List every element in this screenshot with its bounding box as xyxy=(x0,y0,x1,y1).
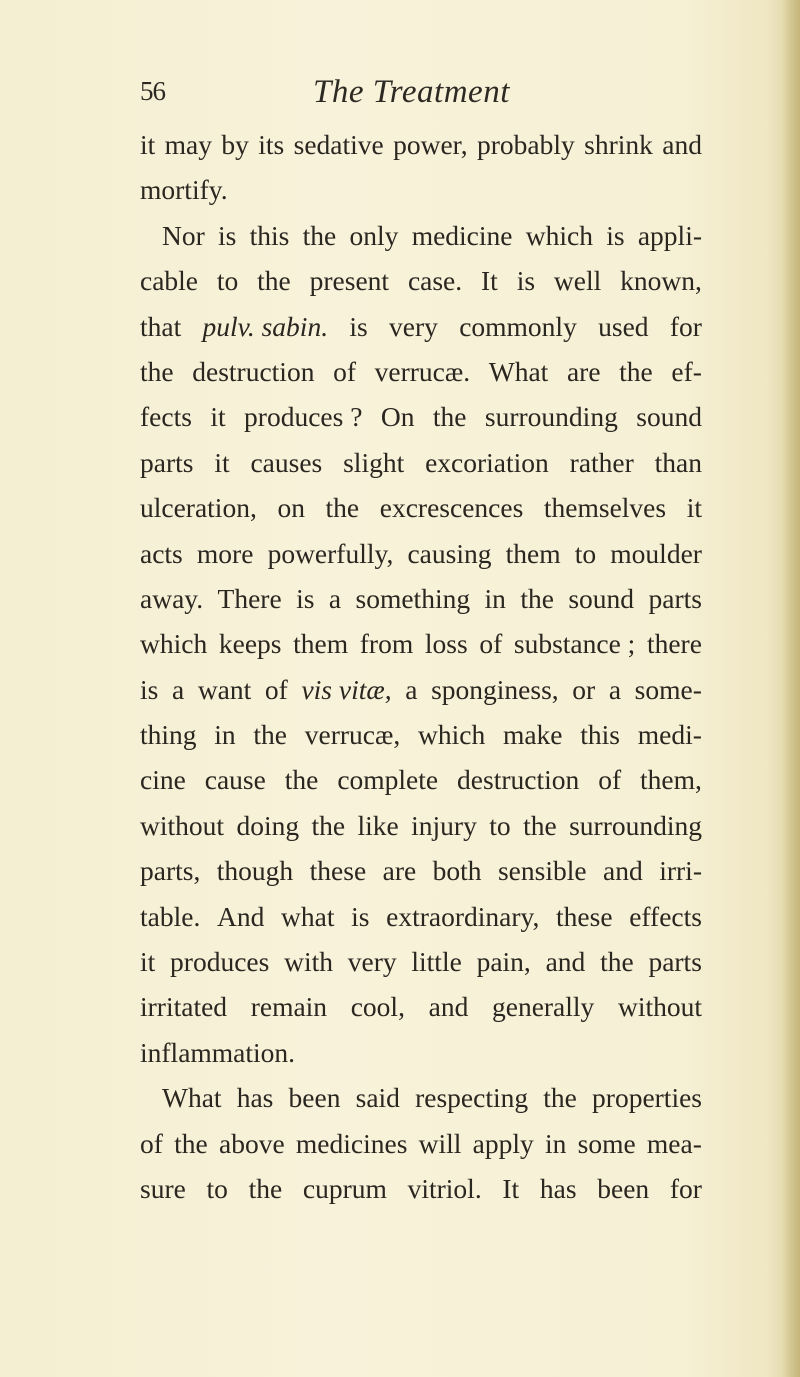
word: to xyxy=(574,537,597,569)
word: very xyxy=(389,310,438,342)
word: a xyxy=(328,582,342,614)
word: the xyxy=(600,946,634,978)
word: will xyxy=(418,1127,462,1159)
word: which xyxy=(417,719,486,751)
word: ulceration, xyxy=(140,492,257,524)
word: of xyxy=(333,355,357,387)
word: it xyxy=(140,946,156,978)
word: the xyxy=(174,1127,208,1159)
word: that xyxy=(140,310,182,342)
word: the xyxy=(302,219,337,251)
word: some xyxy=(577,1127,636,1159)
word: pulv. sabin. xyxy=(202,310,329,342)
word: the xyxy=(520,582,554,614)
word: this xyxy=(249,219,290,251)
word: on xyxy=(277,492,305,524)
word: cause xyxy=(204,764,266,796)
word: from xyxy=(359,628,414,660)
text-line xyxy=(140,1030,702,1075)
word: acts xyxy=(140,537,183,569)
word: with xyxy=(284,946,333,978)
page-header xyxy=(0,74,800,118)
word: sedative xyxy=(293,129,384,160)
word: table. xyxy=(140,900,201,932)
text-line xyxy=(140,712,702,757)
word: sound xyxy=(568,582,635,614)
word: remain xyxy=(250,991,328,1023)
word: without xyxy=(617,991,702,1023)
word: is xyxy=(606,219,625,251)
word: inflammation. xyxy=(140,1036,296,1068)
word: of xyxy=(140,1127,163,1159)
word: slight xyxy=(343,446,405,478)
word: very xyxy=(347,946,397,978)
text-line xyxy=(140,258,702,303)
word: which xyxy=(140,628,208,660)
word: produces xyxy=(170,946,270,978)
word: present xyxy=(309,265,390,297)
word: And xyxy=(216,900,265,932)
word: mortify. xyxy=(140,174,228,206)
word: which xyxy=(525,219,593,251)
text-line xyxy=(140,1121,702,1166)
word: is xyxy=(218,219,237,251)
word: for xyxy=(669,310,702,342)
word: effects xyxy=(629,900,702,932)
word: sound xyxy=(636,401,702,433)
word: away. xyxy=(140,582,204,614)
word: in xyxy=(214,719,236,751)
word: generally xyxy=(491,991,595,1023)
word: to xyxy=(489,809,511,841)
word: medi- xyxy=(637,719,702,751)
word: the xyxy=(432,401,467,433)
word: may xyxy=(164,129,213,160)
word: is xyxy=(516,265,536,297)
word: to xyxy=(216,265,239,297)
word: shrink xyxy=(584,129,653,160)
word: surrounding xyxy=(484,401,618,433)
word: for xyxy=(669,1172,702,1204)
word: there xyxy=(646,628,702,660)
word: power, xyxy=(393,129,468,160)
word: of xyxy=(479,628,503,660)
word: is xyxy=(349,310,368,342)
word: It xyxy=(481,265,498,297)
word: There xyxy=(217,582,282,614)
word: its xyxy=(258,129,285,160)
word: sponginess, xyxy=(431,673,559,705)
word: destruction xyxy=(192,355,315,387)
word: surrounding xyxy=(569,809,702,841)
word: above xyxy=(219,1127,285,1159)
word: injury xyxy=(411,809,477,841)
word: cuprum xyxy=(302,1172,387,1204)
word: ef- xyxy=(671,355,702,387)
word: case. xyxy=(407,265,463,297)
text-line xyxy=(140,349,702,394)
text-line xyxy=(140,939,702,984)
word: and xyxy=(545,946,586,978)
word: a xyxy=(405,673,418,705)
word: probably xyxy=(476,129,575,160)
word: it xyxy=(140,129,156,160)
word: than xyxy=(654,446,702,478)
word: this xyxy=(580,719,620,751)
word: them, xyxy=(640,764,702,796)
word: little xyxy=(411,946,462,978)
text-line xyxy=(140,304,702,349)
word: something xyxy=(355,582,471,614)
word: What xyxy=(162,1082,222,1114)
word: the xyxy=(253,719,288,751)
word: has xyxy=(539,1172,577,1204)
word: appli- xyxy=(637,219,702,251)
word: loss xyxy=(424,628,468,660)
text-line xyxy=(140,667,702,712)
word: thing xyxy=(140,719,197,751)
word: verrucæ. xyxy=(374,355,471,387)
word: powerfully, xyxy=(267,537,394,569)
word: vitriol. xyxy=(407,1172,482,1204)
word: has xyxy=(236,1082,274,1114)
word: excrescences xyxy=(379,492,524,524)
word: them xyxy=(293,628,349,660)
text-line xyxy=(140,122,702,167)
word: What xyxy=(488,355,549,387)
word: some- xyxy=(634,673,702,705)
text-line xyxy=(140,621,702,666)
text-line xyxy=(140,394,702,439)
word: is xyxy=(351,900,370,932)
word: without xyxy=(140,809,225,841)
word: parts xyxy=(648,946,702,978)
word: these xyxy=(556,900,613,932)
word: causing xyxy=(407,537,492,569)
word: a xyxy=(608,673,622,705)
body-text xyxy=(140,122,702,1211)
word: substance ; xyxy=(513,628,636,660)
word: been xyxy=(288,1082,341,1114)
word: the xyxy=(619,355,653,387)
word: or xyxy=(572,673,596,705)
word: make xyxy=(502,719,563,751)
word: cable xyxy=(140,265,199,297)
word: a xyxy=(171,673,185,705)
page-number: 56 xyxy=(140,76,165,106)
text-line xyxy=(140,485,702,530)
running-head: The Treatment xyxy=(313,74,510,110)
text-line xyxy=(140,167,702,212)
word: medicine xyxy=(411,219,513,251)
word: though xyxy=(216,855,294,887)
word: themselves xyxy=(543,492,667,524)
word: the xyxy=(523,809,557,841)
word: irritated xyxy=(140,991,228,1023)
word: more xyxy=(196,537,254,569)
word: verrucæ, xyxy=(304,719,401,751)
word: both xyxy=(432,855,482,887)
word: irri- xyxy=(659,855,702,887)
word: it xyxy=(210,401,226,433)
word: of xyxy=(264,673,288,705)
word: On xyxy=(380,401,415,433)
word: complete xyxy=(337,764,439,796)
word: are xyxy=(382,855,417,887)
word: in xyxy=(484,582,506,614)
word: parts, xyxy=(140,855,201,887)
word: produces ? xyxy=(244,401,363,433)
word: well xyxy=(553,265,602,297)
text-line xyxy=(140,531,702,576)
word: them xyxy=(505,537,561,569)
word: want xyxy=(197,673,252,705)
word: keeps xyxy=(218,628,282,660)
text-line xyxy=(140,1075,702,1120)
word: cool, xyxy=(350,991,405,1023)
word: the xyxy=(311,809,346,841)
word: is xyxy=(296,582,315,614)
word: the xyxy=(257,265,291,297)
word: properties xyxy=(592,1082,702,1114)
word: to xyxy=(206,1172,228,1204)
word: what xyxy=(281,900,335,932)
word: said xyxy=(355,1082,400,1114)
word: medicines xyxy=(295,1127,408,1159)
word: sensible xyxy=(497,855,587,887)
word: apply xyxy=(472,1127,534,1159)
word: sure xyxy=(140,1172,186,1204)
word: by xyxy=(221,129,249,160)
word: been xyxy=(597,1172,650,1204)
text-line xyxy=(140,848,702,893)
word: only xyxy=(349,219,399,251)
page-edge-shadow xyxy=(782,0,800,1377)
text-line xyxy=(140,1166,702,1211)
word: parts xyxy=(648,582,702,614)
text-line xyxy=(140,984,702,1029)
word: the xyxy=(325,492,360,524)
word: Nor xyxy=(162,219,205,251)
text-line xyxy=(140,576,702,621)
word: is xyxy=(140,673,159,705)
word: the xyxy=(140,355,174,387)
word: vis vitæ, xyxy=(301,673,392,705)
word: extraordinary, xyxy=(386,900,540,932)
word: and xyxy=(428,991,469,1023)
word: of xyxy=(598,764,622,796)
word: parts xyxy=(140,446,194,478)
text-line xyxy=(140,440,702,485)
word: doing xyxy=(236,809,300,841)
word: and xyxy=(662,129,702,160)
word: the xyxy=(543,1082,577,1114)
word: it xyxy=(686,492,702,524)
word: the xyxy=(248,1172,283,1204)
word: like xyxy=(357,809,399,841)
word: fects xyxy=(140,401,192,433)
word: destruction xyxy=(457,764,580,796)
word: are xyxy=(566,355,601,387)
text-line xyxy=(140,803,702,848)
word: excoriation xyxy=(425,446,549,478)
word: it xyxy=(214,446,230,478)
text-line xyxy=(140,757,702,802)
word: cine xyxy=(140,764,186,796)
word: causes xyxy=(250,446,323,478)
text-line xyxy=(140,894,702,939)
word: mea- xyxy=(646,1127,702,1159)
word: used xyxy=(598,310,649,342)
word: It xyxy=(502,1172,520,1204)
word: the xyxy=(284,764,319,796)
word: respecting xyxy=(415,1082,529,1114)
word: commonly xyxy=(459,310,577,342)
word: known, xyxy=(620,265,702,297)
word: these xyxy=(309,855,367,887)
word: rather xyxy=(569,446,634,478)
word: in xyxy=(545,1127,567,1159)
word: and xyxy=(603,855,643,887)
word: moulder xyxy=(610,537,702,569)
word: pain, xyxy=(476,946,531,978)
text-line xyxy=(140,213,702,258)
